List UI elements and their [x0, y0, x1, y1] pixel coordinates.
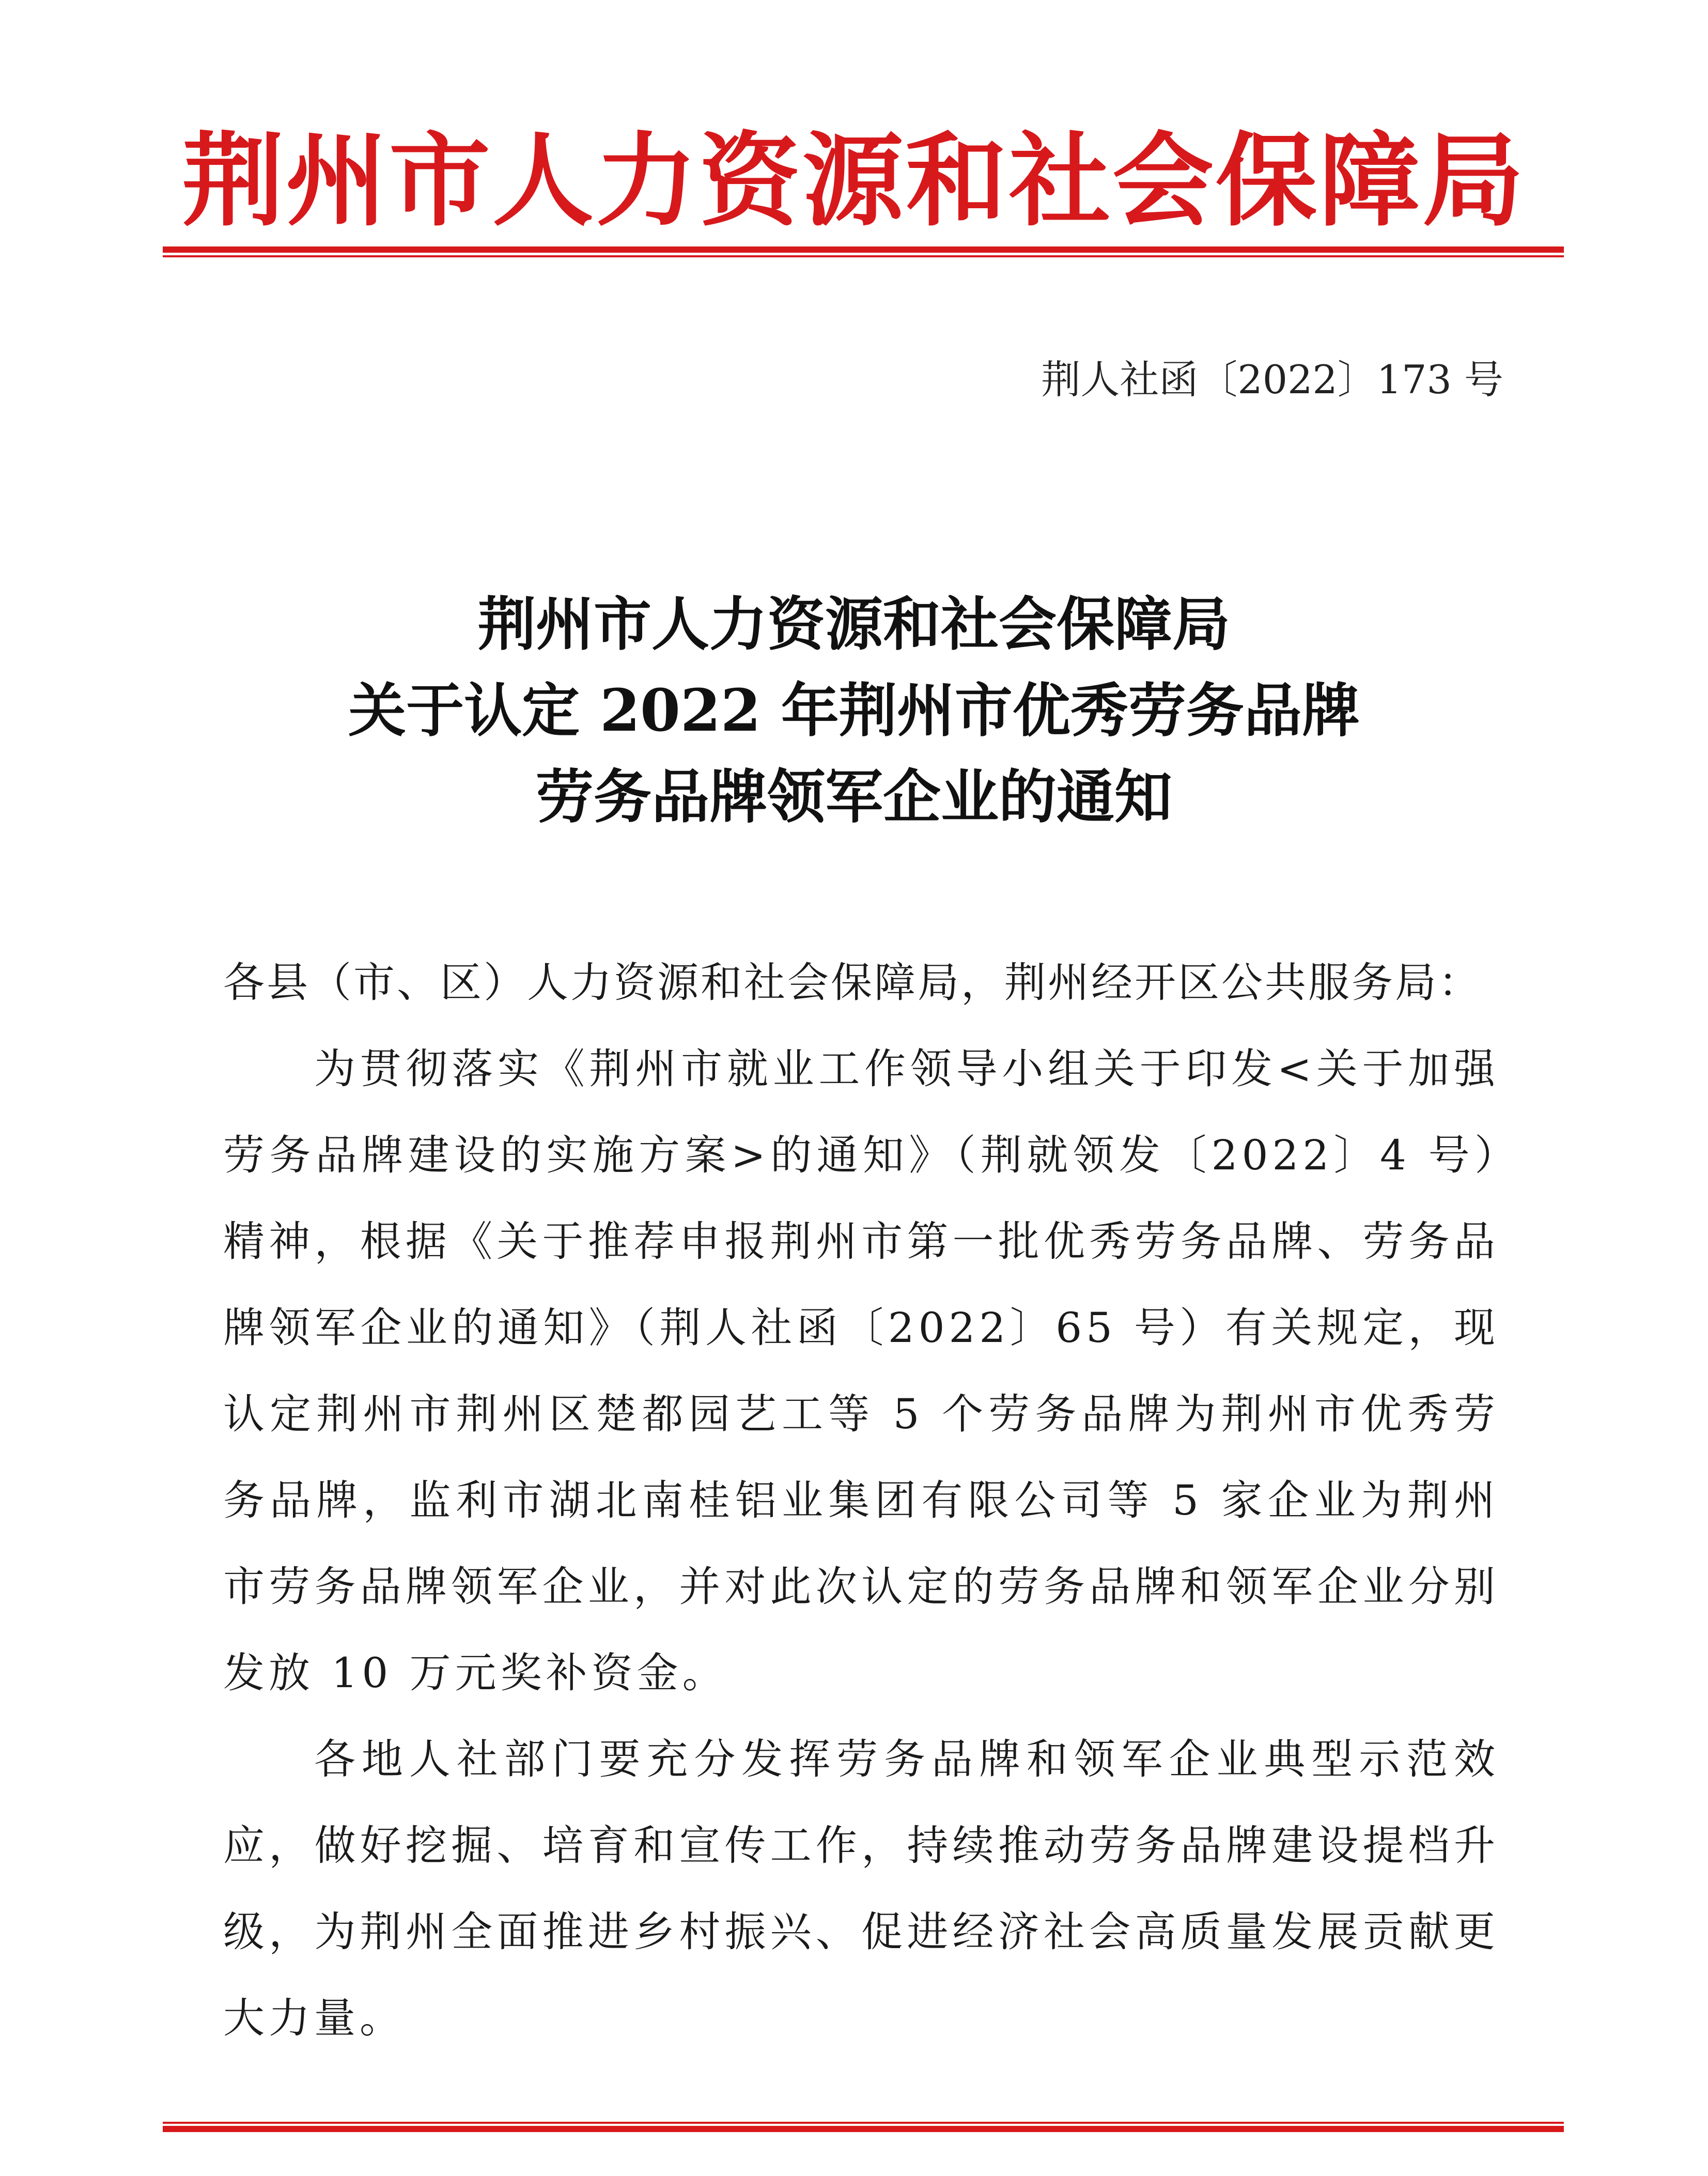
document-number: 荆人社函〔2022〕173 号	[1041, 357, 1503, 403]
header-red-rule-thin	[163, 255, 1564, 257]
issuing-authority-header: 荆州市人力资源和社会保障局	[182, 121, 1526, 240]
document-title-line-3: 劳务品牌领军企业的通知	[536, 763, 1172, 831]
salutation: 各县（市、区）人力资源和社会保障局，荆州经开区公共服务局：	[223, 959, 1482, 1007]
document-title	[0, 581, 1708, 840]
document-title-line-2: 关于认定 2022 年荆州市优秀劳务品牌	[348, 677, 1360, 745]
body-paragraph-2: 各地人社部门要充分发挥劳务品牌和领军企业典型示范效应，做好挖掘、培育和宣传工作，持续推动劳务品牌建设提档升级，为荆州全面推进乡村振兴、促进经济社会高质量发展贡献更大力量。	[223, 1735, 1499, 2042]
document-body	[223, 939, 1499, 2061]
footer-red-rule-thin	[163, 2122, 1564, 2124]
document-title-line-1: 荆州市人力资源和社会保障局	[478, 591, 1230, 658]
footer-red-rule-thick	[163, 2126, 1564, 2132]
header-red-rule-thick	[163, 246, 1564, 253]
body-paragraph-1: 为贯彻落实《荆州市就业工作领导小组关于印发<关于加强劳务品牌建设的实施方案>的通知》（荆就领发〔2022〕4 号）精神，根据《关于推荐申报荆州市第一批优秀劳务品牌、劳务品牌领军企业的通知》（荆人社函〔2022〕65 号）有关规定，现认定荆州市荆州区楚都园艺工等 5 个劳务品牌为荆州市优秀劳务品牌，监利市湖北南桂铝业集团有限公司等 5 家企业为荆州市劳务品牌领军企业，并对此次认定的劳务品牌和领军企业分别发放 10 万元奖补资金。	[223, 1045, 1499, 1697]
